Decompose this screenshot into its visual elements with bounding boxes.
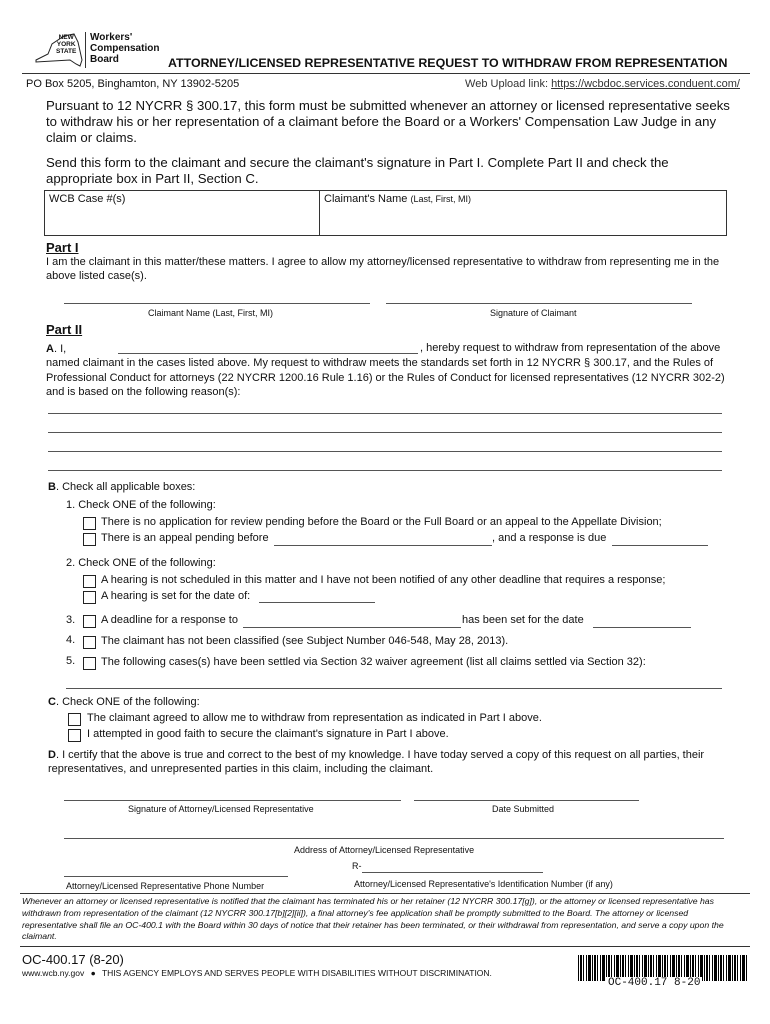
- claimant-signature-line[interactable]: [386, 303, 692, 304]
- logo-state-line: STATE: [56, 48, 77, 55]
- response-due-line[interactable]: [612, 545, 708, 546]
- section-a-label: A: [46, 343, 54, 355]
- hearing-date-line[interactable]: [259, 602, 375, 603]
- b4-not-classified-text: The claimant has not been classified (see Subject Number 046-548, May 28, 2013).: [101, 635, 509, 647]
- section-d-label: D: [48, 749, 56, 761]
- reason-line[interactable]: [48, 432, 722, 433]
- attorney-address-caption: Address of Attorney/Licensed Representative: [294, 845, 475, 855]
- phone-number-caption: Attorney/Licensed Representative Phone Number: [66, 881, 265, 891]
- logo-state-line: NEW: [58, 34, 74, 41]
- b3-deadline-text: A deadline for a response to: [101, 614, 238, 626]
- b5-settled-text: The following cases(s) have been settled via Section 32 waiver agreement (list all claims settled via Section 32):: [101, 656, 646, 668]
- fee-application-notice: Whenever an attorney or licensed representative is notified that the claimant has terminated his or her retainer (12 NYCRR 300.17[g]), or the attorney or licensed representative has withdrawn from representation of the claimant (12 NYCRR 300.17[b][2][ii]), a final attorney's fee application shall be promptly submitted to the Board. The attorney or licensed representative shall file an OC-400.1 with the Board within 30 days of notice that their retainer has been terminated, or their withdrawal from representation, and serve a copy upon the claimant.: [22, 896, 724, 942]
- identification-number-caption: Attorney/Licensed Representative's Identification Number (if any): [354, 879, 613, 889]
- c-good-faith-checkbox[interactable]: [68, 729, 81, 742]
- b1-heading: 1. Check ONE of the following:: [66, 499, 216, 511]
- attorney-signature-line[interactable]: [64, 800, 401, 801]
- intro-paragraph: Pursuant to 12 NYCRR § 300.17, this form must be submitted whenever an attorney or licensed representative seeks to withdraw his or her representation of a claimant before the Board or a Workers' Compensation Law Judge in any claim or claims.: [46, 98, 730, 145]
- footer-statement: [22, 968, 492, 978]
- b1-no-application-checkbox[interactable]: [83, 517, 96, 530]
- b1-appeal-pending-text: There is an appeal pending before: [101, 532, 269, 544]
- deadline-response-line[interactable]: [243, 627, 461, 628]
- section-c: [48, 696, 200, 708]
- b3-number: 3.: [66, 614, 76, 626]
- section-a-body: named claimant in the cases listed above. My request to withdraw meets the standards set forth in 12 NYCRR § 300.17, and the Rules of Professional Conduct for attorneys (22 NYCRR 1200.16 Rule 1.16) or the Rules of Conduct for licensed representatives (12 NYCRR 302-2) and is based on the following reason(s):: [46, 357, 725, 398]
- attorney-address-line[interactable]: [64, 838, 724, 839]
- header-rule: [22, 73, 750, 74]
- attorney-signature-caption: Signature of Attorney/Licensed Representative: [128, 804, 314, 814]
- b2-heading: 2. Check ONE of the following:: [66, 557, 216, 569]
- wcb-case-label: WCB Case #(s): [49, 193, 126, 205]
- b5-number: 5.: [66, 655, 76, 667]
- part2-heading: Part II: [46, 322, 83, 337]
- representative-name-line[interactable]: [118, 353, 418, 354]
- section-b-label: B: [48, 481, 56, 493]
- instructions-paragraph: Send this form to the claimant and secure the claimant's signature in Part I. Complete Part II and check the appropriate box in Part II, Section C.: [46, 155, 669, 186]
- section-b: [48, 481, 195, 493]
- section-c-label: C: [48, 696, 56, 708]
- section-a-request: , hereby request to withdraw from representation of the above: [420, 342, 721, 354]
- form-title: ATTORNEY/LICENSED REPRESENTATIVE REQUEST TO WITHDRAW FROM REPRESENTATION: [168, 56, 728, 70]
- section-d: [48, 748, 728, 776]
- reason-line[interactable]: [48, 451, 722, 452]
- identification-number-line[interactable]: [362, 872, 543, 873]
- b2-hearing-set-checkbox[interactable]: [83, 591, 96, 604]
- appeal-pending-before-line[interactable]: [274, 545, 492, 546]
- b1-no-application-text: There is no application for review pending before the Board or the Full Board or an appeal to the Appellate Division;: [101, 516, 662, 528]
- claimant-name-hint: (Last, First, MI): [410, 194, 471, 204]
- b4-number: 4.: [66, 634, 76, 646]
- form-number: OC-400.17 (8-20): [22, 952, 124, 967]
- nys-logo: [30, 30, 160, 70]
- b4-not-classified-checkbox[interactable]: [83, 636, 96, 649]
- phone-number-line[interactable]: [64, 876, 288, 877]
- c-claimant-agreed-checkbox[interactable]: [68, 713, 81, 726]
- section-d-text: . I certify that the above is true and correct to the best of my knowledge. I have today served a copy of this request on all parties, their representatives, and unrepresented parties in this claim, including the claimant.: [48, 749, 705, 775]
- date-submitted-line[interactable]: [414, 800, 639, 801]
- logo-agency-line: Compensation: [90, 43, 160, 54]
- reason-line[interactable]: [48, 413, 722, 414]
- case-info-table: [44, 190, 727, 236]
- web-upload: [465, 78, 740, 90]
- c-claimant-agreed-text: The claimant agreed to allow me to withdraw from representation as indicated in Part I above.: [87, 712, 542, 724]
- claimant-name-caption: Claimant Name (Last, First, MI): [148, 308, 274, 318]
- mailing-address: PO Box 5205, Binghamton, NY 13902-5205: [26, 78, 240, 90]
- logo-agency-line: Board: [90, 54, 119, 65]
- b2-no-hearing-checkbox[interactable]: [83, 575, 96, 588]
- wcb-case-number-field[interactable]: [45, 191, 320, 235]
- claimant-name-label: Claimant's Name: [324, 193, 408, 205]
- b2-hearing-set-text: A hearing is set for the date of:: [101, 590, 251, 602]
- b1-response-due-text: , and a response is due: [492, 532, 607, 544]
- notice-rule-bottom: [20, 946, 750, 947]
- date-submitted-caption: Date Submitted: [492, 804, 555, 814]
- web-upload-link[interactable]: https://wcbdoc.services.conduent.com/: [551, 78, 740, 90]
- website: www.wcb.ny.gov: [22, 968, 85, 978]
- part1-heading: Part I: [46, 240, 79, 255]
- reason-line[interactable]: [48, 470, 722, 471]
- web-upload-label: Web Upload link:: [465, 78, 552, 90]
- settled-claims-line[interactable]: [66, 688, 722, 689]
- claimant-signature-caption: Signature of Claimant: [490, 308, 577, 318]
- section-b-text: . Check all applicable boxes:: [55, 481, 196, 493]
- barcode-text: OC-400.17 8-20: [608, 977, 701, 989]
- logo-state-line: YORK: [56, 41, 76, 48]
- logo-agency-line: Workers': [90, 32, 133, 43]
- notice-rule: [20, 893, 750, 894]
- b2-no-hearing-text: A hearing is not scheduled in this matter and I have not been notified of any other deadline that requires a response;: [101, 574, 666, 586]
- part1-statement: I am the claimant in this matter/these matters. I agree to allow my attorney/licensed representative to withdraw from representing me in the above listed case(s).: [46, 256, 720, 282]
- non-discrimination-statement: THIS AGENCY EMPLOYS AND SERVES PEOPLE WITH DISABILITIES WITHOUT DISCRIMINATION.: [101, 968, 492, 978]
- b3-deadline-checkbox[interactable]: [83, 615, 96, 628]
- b1-appeal-pending-checkbox[interactable]: [83, 533, 96, 546]
- claimant-name-line[interactable]: [64, 303, 370, 304]
- c-good-faith-text: I attempted in good faith to secure the claimant's signature in Part I above.: [87, 728, 449, 740]
- b5-settled-checkbox[interactable]: [83, 657, 96, 670]
- claimant-name-field[interactable]: [320, 191, 720, 235]
- section-c-text: . Check ONE of the following:: [55, 696, 200, 708]
- b3-date-text: has been set for the date: [462, 614, 584, 626]
- deadline-date-line[interactable]: [593, 627, 691, 628]
- section-a-intro: . I,: [53, 343, 67, 355]
- bullet-icon: ●: [90, 968, 96, 978]
- r-prefix: R-: [352, 861, 362, 871]
